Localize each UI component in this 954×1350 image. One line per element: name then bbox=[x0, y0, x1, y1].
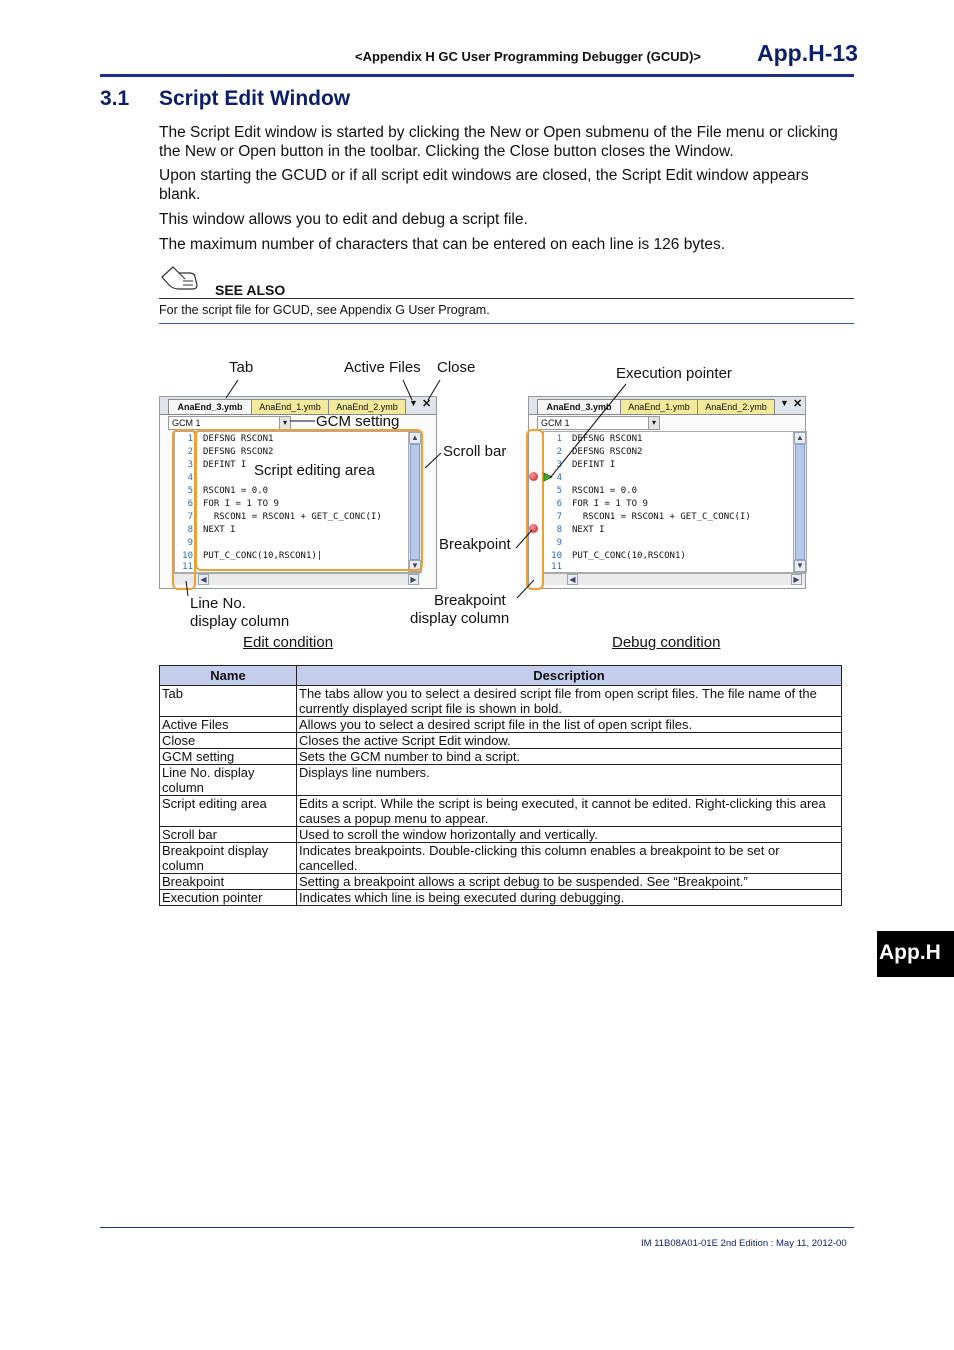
paragraph-blank: Upon starting the GCUD or if all script edit windows are closed, the Script Edit window appears blank. bbox=[159, 167, 809, 203]
code-line: DEFINT I bbox=[572, 460, 616, 470]
footer-text: IM 11B08A01-01E 2nd Edition : May 11, 2012-00 bbox=[641, 1238, 847, 1249]
line-number: 9 bbox=[187, 538, 193, 548]
line-number: 10 bbox=[551, 551, 562, 561]
scroll-up-icon[interactable]: ▲ bbox=[794, 432, 806, 444]
line-number: 5 bbox=[187, 486, 193, 496]
column-header-description: Description bbox=[297, 666, 842, 686]
row-name: Breakpoint bbox=[160, 874, 297, 890]
chapter-header: <Appendix H GC User Programming Debugger (GCUD)> bbox=[355, 49, 701, 64]
paragraph-intro: The Script Edit window is started by clicking the New or Open submenu of the File menu or clicking the New or Open button in the toolbar. Clicking the Close button closes the Window. bbox=[159, 124, 838, 160]
code-line: RSCON1 = 0.0 bbox=[572, 486, 638, 496]
code-line: RSCON1 = RSCON1 + GET_C_CONC(I) bbox=[572, 512, 751, 522]
row-name: Script editing area bbox=[160, 796, 297, 827]
row-name: Scroll bar bbox=[160, 827, 297, 843]
appendix-side-tab: App.H bbox=[877, 931, 954, 977]
line-number: 10 bbox=[182, 551, 193, 561]
table-row bbox=[160, 890, 842, 906]
callout-tab: Tab bbox=[229, 359, 254, 376]
gcm-select-value: GCM 1 bbox=[172, 418, 201, 428]
row-name: Line No. display column bbox=[160, 765, 297, 796]
tab-file-1[interactable]: AnaEnd_1.ymb bbox=[620, 399, 698, 414]
code-line: NEXT I bbox=[203, 525, 236, 535]
line-number: 2 bbox=[187, 447, 193, 457]
gcm-select-value: GCM 1 bbox=[541, 418, 570, 428]
code-line: DEFSNG RSCON2 bbox=[572, 447, 643, 457]
code-line: NEXT I bbox=[572, 525, 605, 535]
paragraph-purpose: This window allows you to edit and debug a script file. bbox=[159, 211, 528, 228]
scroll-down-icon[interactable]: ▼ bbox=[794, 560, 806, 572]
row-description: Allows you to select a desired script file in the list of open script files. bbox=[297, 717, 842, 733]
table-header-row bbox=[160, 666, 842, 686]
paragraph-limit: The maximum number of characters that can be entered on each line is 126 bytes. bbox=[159, 236, 726, 253]
line-number: 8 bbox=[556, 525, 562, 535]
table-row bbox=[160, 796, 842, 827]
line-number: 4 bbox=[556, 473, 562, 483]
row-name: GCM setting bbox=[160, 749, 297, 765]
code-line: RSCON1 = RSCON1 + GET_C_CONC(I) bbox=[203, 512, 382, 522]
footer-rule bbox=[100, 1227, 854, 1228]
table-row bbox=[160, 843, 842, 874]
callout-bp-column-2: display column bbox=[410, 610, 510, 627]
line-number: 7 bbox=[556, 512, 562, 522]
table-row bbox=[160, 765, 842, 796]
line-number: 3 bbox=[556, 460, 562, 470]
code-line: RSCON1 = 0.0 bbox=[203, 486, 269, 496]
scroll-right-icon[interactable]: ▶ bbox=[791, 574, 802, 585]
scroll-down-icon[interactable]: ▼ bbox=[409, 560, 421, 572]
chevron-down-icon[interactable]: ▾ bbox=[279, 417, 290, 429]
close-icon[interactable]: ✕ bbox=[422, 398, 432, 410]
code-line: FOR I = 1 TO 9 bbox=[203, 499, 279, 509]
description-table bbox=[159, 665, 842, 906]
callout-close: Close bbox=[437, 359, 476, 376]
callout-active-files: Active Files bbox=[344, 359, 421, 376]
code-line: DEFSNG RSCON1 bbox=[572, 434, 643, 444]
row-description: The tabs allow you to select a desired script file from open script files. The file name of the currently displayed script file is shown in bold. bbox=[297, 686, 842, 717]
line-number: 1 bbox=[556, 434, 562, 444]
row-description: Sets the GCM number to bind a script. bbox=[297, 749, 842, 765]
line-number: 6 bbox=[556, 499, 562, 509]
row-description: Indicates which line is being executed during debugging. bbox=[297, 890, 842, 906]
table-row bbox=[160, 717, 842, 733]
line-number: 5 bbox=[556, 486, 562, 496]
section-number: 3.1 bbox=[100, 87, 130, 110]
callout-line-no-1: Line No. bbox=[190, 595, 246, 612]
callout-breakpoint: Breakpoint bbox=[439, 536, 511, 553]
row-name: Tab bbox=[160, 686, 297, 717]
callout-scroll-bar: Scroll bar bbox=[443, 443, 507, 460]
see-also-text: For the script file for GCUD, see Appendix G User Program. bbox=[159, 303, 490, 317]
line-number: 9 bbox=[556, 538, 562, 548]
code-line: FOR I = 1 TO 9 bbox=[572, 499, 648, 509]
table-row bbox=[160, 749, 842, 765]
row-name: Breakpoint display column bbox=[160, 843, 297, 874]
row-description: Used to scroll the window horizontally and vertically. bbox=[297, 827, 842, 843]
tab-file-1[interactable]: AnaEnd_1.ymb bbox=[251, 399, 329, 414]
table-row bbox=[160, 733, 842, 749]
active-files-dropdown-icon[interactable]: ▼ bbox=[409, 398, 418, 408]
tab-file-2[interactable]: AnaEnd_2.ymb bbox=[697, 399, 775, 414]
scroll-right-icon[interactable]: ▶ bbox=[408, 574, 419, 585]
callout-gcm-setting: GCM setting bbox=[316, 413, 400, 430]
scroll-left-icon[interactable]: ◀ bbox=[198, 574, 209, 585]
callout-script-editing-area: Script editing area bbox=[254, 462, 375, 479]
chevron-down-icon[interactable]: ▾ bbox=[648, 417, 659, 429]
row-description: Setting a breakpoint allows a script debug to be suspended. See “Breakpoint.” bbox=[297, 874, 842, 890]
caption-debug-condition: Debug condition bbox=[612, 634, 721, 651]
table-row bbox=[160, 874, 842, 890]
row-description: Closes the active Script Edit window. bbox=[297, 733, 842, 749]
code-line: DEFSNG RSCON1 bbox=[203, 434, 274, 444]
tab-file-2[interactable]: AnaEnd_2.ymb bbox=[328, 399, 406, 414]
scroll-up-icon[interactable]: ▲ bbox=[409, 432, 421, 444]
line-number: 8 bbox=[187, 525, 193, 535]
code-line: PUT_C_CONC(10,RSCON1)| bbox=[203, 551, 323, 561]
section-title: Script Edit Window bbox=[159, 87, 351, 110]
line-number: 3 bbox=[187, 460, 193, 470]
callout-bp-column-1: Breakpoint bbox=[434, 592, 506, 609]
line-number: 11 bbox=[551, 562, 562, 572]
row-description: Indicates breakpoints. Double-clicking this column enables a breakpoint to be set or cancelled. bbox=[297, 843, 842, 874]
table-row bbox=[160, 686, 842, 717]
table-row bbox=[160, 827, 842, 843]
tab-active-file[interactable]: AnaEnd_3.ymb bbox=[537, 399, 621, 414]
line-number: 11 bbox=[182, 562, 193, 572]
scroll-left-icon[interactable]: ◀ bbox=[567, 574, 578, 585]
code-line: PUT_C_CONC(10,RSCON1) bbox=[572, 551, 686, 561]
line-number: 2 bbox=[556, 447, 562, 457]
column-header-name: Name bbox=[160, 666, 297, 686]
code-line: DEFINT I bbox=[203, 460, 247, 470]
tab-active-file[interactable]: AnaEnd_3.ymb bbox=[168, 399, 252, 414]
row-description: Edits a script. While the script is being executed, it cannot be edited. Right-clicking this area causes a popup menu to appear. bbox=[297, 796, 842, 827]
row-name: Active Files bbox=[160, 717, 297, 733]
page-number: App.H-13 bbox=[757, 40, 858, 66]
callout-execution-pointer: Execution pointer bbox=[616, 365, 732, 382]
active-files-dropdown-icon[interactable]: ▼ bbox=[780, 398, 789, 408]
close-icon[interactable]: ✕ bbox=[793, 398, 803, 410]
line-number: 4 bbox=[187, 473, 193, 483]
row-description: Displays line numbers. bbox=[297, 765, 842, 796]
row-name: Close bbox=[160, 733, 297, 749]
row-name: Execution pointer bbox=[160, 890, 297, 906]
caption-edit-condition: Edit condition bbox=[243, 634, 334, 651]
line-number: 1 bbox=[187, 434, 193, 444]
see-also-label: SEE ALSO bbox=[215, 282, 286, 298]
callout-line-no-2: display column bbox=[190, 613, 290, 630]
line-number: 7 bbox=[187, 512, 193, 522]
code-line: DEFSNG RSCON2 bbox=[203, 447, 274, 457]
line-number: 6 bbox=[187, 499, 193, 509]
